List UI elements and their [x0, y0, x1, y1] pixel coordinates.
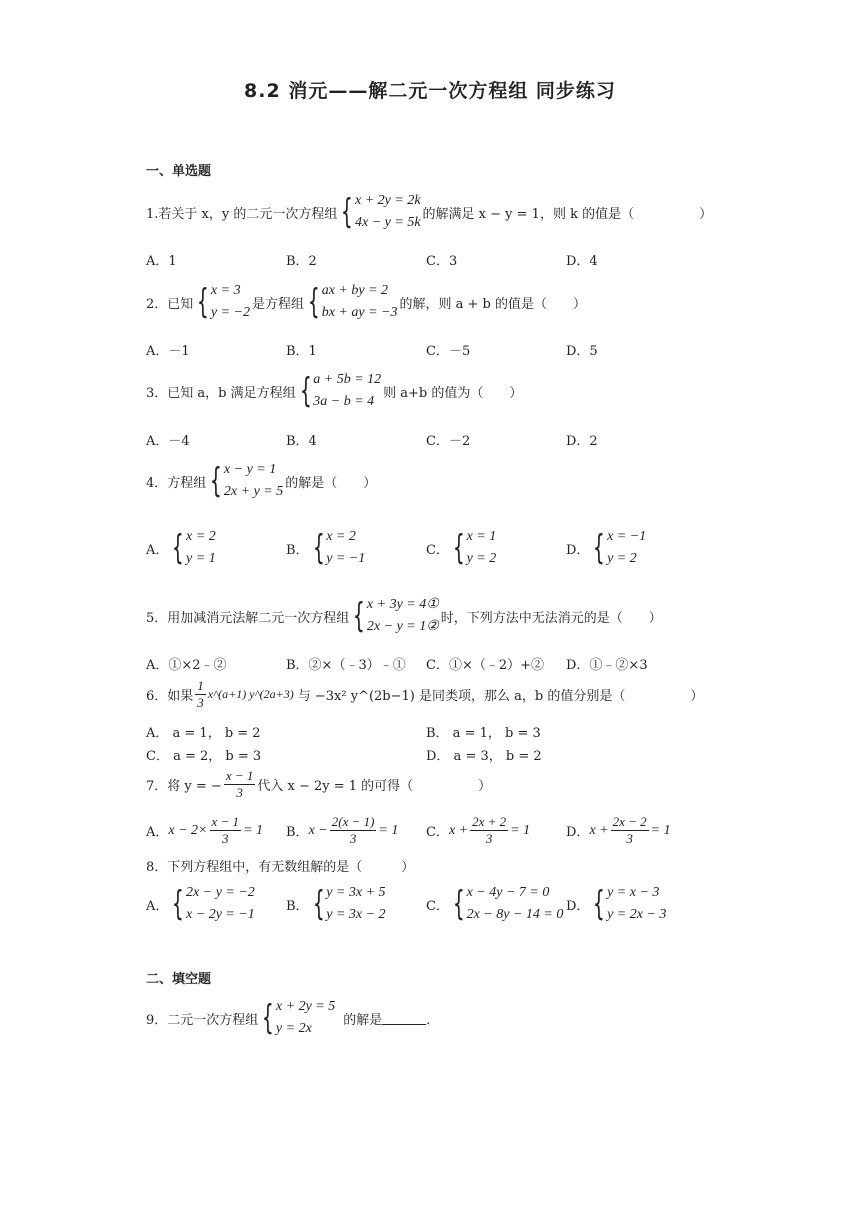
q4-eq1: x − y = 1 [223, 462, 277, 477]
q7-d-num: 2x − 2 [612, 814, 647, 829]
q1-option-a[interactable]: A．1 [146, 254, 177, 269]
q7-option-a[interactable] [146, 814, 286, 847]
q6-term: x^(a+1) y^(2a+3) [207, 687, 294, 701]
q9-suffix: 的解是 [343, 1012, 383, 1028]
q7-options [146, 814, 706, 847]
q6-options-row2 [146, 745, 706, 764]
q7-a-label: A． [146, 825, 169, 840]
q1-option-c[interactable]: C．3 [426, 254, 458, 269]
q4-option-b-label: B． [286, 542, 309, 558]
q4-option-c[interactable]: C． { x = 1 y = 2 [426, 528, 497, 568]
q5-option-d[interactable]: D．①﹣②×3 [566, 658, 648, 673]
q8-options [146, 882, 706, 926]
question-8 [146, 856, 414, 875]
q3-option-c[interactable]: C．－2 [426, 434, 471, 449]
q3-prefix: 3．已知 a，b 满足方程组 [146, 385, 296, 401]
q2-option-c[interactable]: C．－5 [426, 344, 471, 359]
q4-options [146, 526, 706, 570]
q6-mid: 与 −3x² y^(2b−1) 是同类项，那么 a，b 的值分别是（ ） [297, 689, 704, 704]
q6-options-row1 [146, 722, 706, 741]
q1-eq1: x + 2y = 2k [355, 193, 421, 208]
q4-option-b[interactable]: B． { x = 2 y = −1 [286, 528, 366, 568]
q7-a-den: 3 [222, 831, 229, 846]
q6-frac-den: 3 [197, 695, 204, 710]
q7-option-b[interactable] [286, 814, 426, 847]
q7-c-num: 2x + 2 [472, 814, 507, 829]
q3-option-d[interactable]: D．2 [566, 434, 598, 449]
q2-mid: 是方程组 [252, 296, 305, 312]
q8-prefix: 8．下列方程组中，有无数组解的是（ ） [146, 860, 415, 875]
q5-option-a[interactable]: A．①×2﹣② [146, 658, 227, 673]
q4-option-d-label: D． [566, 542, 590, 558]
q3-system: { a + 5b = 12 3a − b = 4 [299, 371, 382, 411]
q8-c-label: C． [426, 898, 449, 914]
q7-d-post: = 1 [650, 822, 671, 838]
q7-b-num: 2(x − 1) [331, 814, 375, 829]
q4-option-a[interactable]: A． { x = 2 y = 1 [146, 528, 216, 568]
q4-prefix: 4．方程组 [146, 475, 207, 491]
q5-suffix: 时，下列方法中无法消元的是（ ） [440, 610, 662, 626]
q4-eq2: 2x + y = 5 [223, 484, 284, 499]
q8-option-d[interactable]: D． { y = x − 3 y = 2x − 3 [566, 884, 667, 924]
q4-c-eq1: x = 1 [466, 529, 497, 544]
q2-option-b[interactable]: B．1 [286, 344, 317, 359]
q5-option-c[interactable]: C．①×（﹣2）+② [426, 658, 545, 673]
q2-eq4: bx + ay = −3 [321, 305, 398, 320]
q7-a-pre: x − 2× [168, 822, 208, 838]
q7-a-num: x − 1 [211, 814, 240, 829]
q7-option-c[interactable] [426, 814, 566, 847]
q7-option-d[interactable] [566, 814, 706, 847]
q2-system-1: { x = 3 y = −2 [197, 282, 251, 322]
q5-option-b[interactable]: B．②×（﹣3）﹣① [286, 658, 406, 673]
q2-suffix: 的解，则 a + b 的值是（ ） [399, 296, 586, 312]
q2-system-2: { ax + by = 2 bx + ay = −3 [307, 282, 398, 322]
q9-system: { x + 2y = 5 y = 2x [262, 998, 336, 1038]
q7-d-pre: x + [589, 822, 609, 838]
q3-option-b[interactable]: B．4 [286, 434, 317, 449]
question-9 [146, 996, 439, 1040]
q9-answer-blank[interactable] [382, 1012, 426, 1025]
q7-d-label: D． [566, 825, 590, 840]
q7-suffix: 代入 x − 2y = 1 的可得（ ） [257, 779, 492, 794]
q8-c-eq1: x − 4y − 7 = 0 [466, 885, 550, 900]
q1-system: { x + 2y = 2k 4x − y = 5k [341, 192, 421, 232]
q3-eq1: a + 5b = 12 [313, 372, 382, 387]
q7-a-post: = 1 [243, 822, 263, 838]
q2-option-d[interactable]: D．5 [566, 344, 598, 359]
q9-end: ． [426, 1012, 440, 1028]
q6-fraction [195, 678, 206, 711]
q4-a-eq2: y = 1 [186, 551, 216, 566]
q8-option-c[interactable]: C． { x − 4y − 7 = 0 2x − 8y − 14 = 0 [426, 884, 564, 924]
q3-option-a[interactable]: A．－4 [146, 434, 190, 449]
q4-c-eq2: y = 2 [466, 551, 497, 566]
q2-eq3: ax + by = 2 [321, 283, 389, 298]
question-5 [146, 594, 662, 638]
q6-prefix: 6．如果 [146, 689, 194, 704]
q4-suffix: 的解是（ ） [285, 475, 377, 491]
q8-d-label: D． [566, 898, 590, 914]
q1-option-d[interactable]: D．4 [566, 254, 598, 269]
q8-option-b[interactable]: B． { y = 3x + 5 y = 3x − 2 [286, 884, 386, 924]
q7-fraction [224, 768, 256, 801]
question-3 [146, 369, 522, 413]
question-2 [146, 280, 586, 324]
q8-c-eq2: 2x − 8y − 14 = 0 [466, 907, 564, 922]
q4-system: { x − y = 1 2x + y = 5 [210, 461, 284, 501]
q4-option-d[interactable]: D． { x = −1 y = 2 [566, 528, 647, 568]
q6-frac-num: 1 [197, 678, 204, 693]
q4-a-eq1: x = 2 [186, 529, 216, 544]
question-4 [146, 459, 376, 503]
q7-c-den: 3 [485, 831, 493, 846]
q5-options [146, 654, 706, 673]
page-title: 8.2 消元——解二元一次方程组 同步练习 [244, 80, 616, 102]
q7-b-pre: x − [308, 822, 328, 838]
q7-frac-num: x − 1 [225, 768, 254, 783]
q6-option-a[interactable]: A． a = 1， b = 2 [146, 726, 261, 741]
q3-suffix: 则 a+b 的值为（ ） [383, 385, 523, 401]
q2-option-a[interactable]: A．－1 [146, 344, 190, 359]
q8-d-eq2: y = 2x − 3 [607, 907, 667, 922]
q4-option-c-label: C． [426, 542, 449, 558]
q9-prefix: 9．二元一次方程组 [146, 1012, 259, 1028]
q2-options [146, 340, 706, 359]
q2-eq2: y = −2 [210, 305, 251, 320]
q4-b-eq2: y = −1 [326, 551, 366, 566]
q8-a-eq2: x − 2y = −1 [186, 907, 255, 922]
q7-frac-den: 3 [236, 785, 243, 800]
q4-d-eq1: x = −1 [607, 529, 647, 544]
q4-b-eq1: x = 2 [326, 529, 356, 544]
q8-d-eq1: y = x − 3 [607, 885, 660, 900]
q8-b-label: B． [286, 898, 309, 914]
q1-suffix: 的解满足 x − y = 1，则 k 的值是（ ） [422, 206, 713, 222]
q6-option-d[interactable]: D． a = 3， b = 2 [426, 749, 542, 764]
q5-system: { x + 3y = 4① 2x − y = 1② [353, 596, 439, 636]
q7-c-label: C． [426, 825, 449, 840]
q4-d-eq2: y = 2 [607, 551, 637, 566]
q7-d-den: 3 [626, 831, 633, 846]
q4-option-a-label: A． [146, 542, 169, 558]
q5-eq1: x + 3y = 4① [366, 597, 439, 612]
q6-option-c[interactable]: C． a = 2， b = 3 [146, 749, 262, 764]
q1-option-b[interactable]: B．2 [286, 254, 317, 269]
section-fill-in-blank: 二、填空题 [146, 972, 212, 987]
q5-eq2: 2x − y = 1② [366, 619, 439, 634]
q2-eq1: x = 3 [210, 283, 241, 298]
q8-b-eq2: y = 3x − 2 [326, 907, 386, 922]
q1-prefix: 1.若关于 x，y 的二元一次方程组 [146, 206, 338, 222]
q8-a-label: A． [146, 898, 169, 914]
q1-eq2: 4x − y = 5k [355, 215, 421, 230]
section-single-choice: 一、单选题 [146, 164, 212, 179]
question-1 [146, 190, 712, 234]
q6-option-b[interactable]: B． a = 1， b = 3 [426, 726, 541, 741]
question-6 [146, 678, 703, 711]
q7-c-post: = 1 [510, 822, 531, 838]
question-7 [146, 768, 491, 801]
q9-eq1: x + 2y = 5 [275, 999, 336, 1014]
q2-prefix: 2．已知 [146, 296, 194, 312]
q7-b-post: = 1 [378, 822, 399, 838]
q5-prefix: 5．用加减消元法解二元一次方程组 [146, 610, 350, 626]
q9-eq2: y = 2x [275, 1021, 312, 1036]
q8-a-eq1: 2x − y = −2 [186, 885, 255, 900]
q7-c-pre: x + [448, 822, 469, 838]
q8-b-eq1: y = 3x + 5 [326, 885, 386, 900]
q7-b-den: 3 [349, 831, 357, 846]
q7-b-label: B． [286, 825, 309, 840]
q7-prefix: 7．将 y = − [146, 779, 222, 794]
q3-options [146, 430, 706, 449]
q3-eq2: 3a − b = 4 [313, 394, 375, 409]
q8-option-a[interactable]: A． { 2x − y = −2 x − 2y = −1 [146, 884, 255, 924]
q1-options [146, 250, 706, 269]
